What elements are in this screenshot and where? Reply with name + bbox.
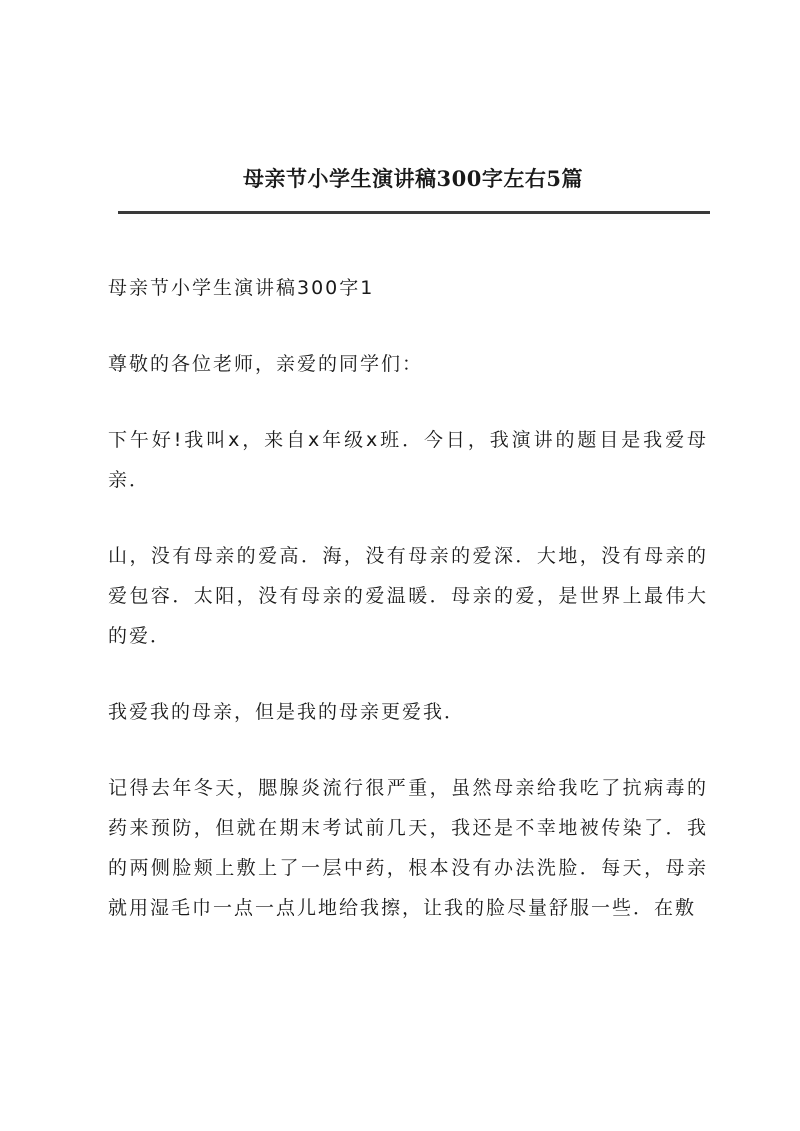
document-title: 母亲节小学生演讲稿300字左右5篇 [243, 166, 583, 191]
salutation-paragraph: 尊敬的各位老师，亲爱的同学们： [108, 353, 424, 375]
body-paragraph: 下午好!我叫x，来自x年级x班．今日，我演讲的题目是我爱母亲． [108, 429, 708, 491]
section-heading: 母亲节小学生演讲稿300字1 [108, 277, 375, 299]
body-paragraph: 我爱我的母亲，但是我的母亲更爱我． [108, 701, 466, 723]
document-body [108, 268, 708, 964]
title-divider [118, 211, 710, 214]
body-paragraph: 记得去年冬天，腮腺炎流行很严重，虽然母亲给我吃了抗病毒的药来预防，但就在期末考试前几天，我还是不幸地被传染了．我的两侧脸颊上敷上了一层中药，根本没有办法洗脸．每天，母亲就用湿毛巾一点一点儿地给我擦，让我的脸尽量舒服一些．在敷 [108, 777, 708, 919]
body-paragraph: 山，没有母亲的爱高．海，没有母亲的爱深．大地，没有母亲的爱包容．太阳，没有母亲的爱温暖．母亲的爱，是世界上最伟大的爱． [108, 545, 708, 647]
